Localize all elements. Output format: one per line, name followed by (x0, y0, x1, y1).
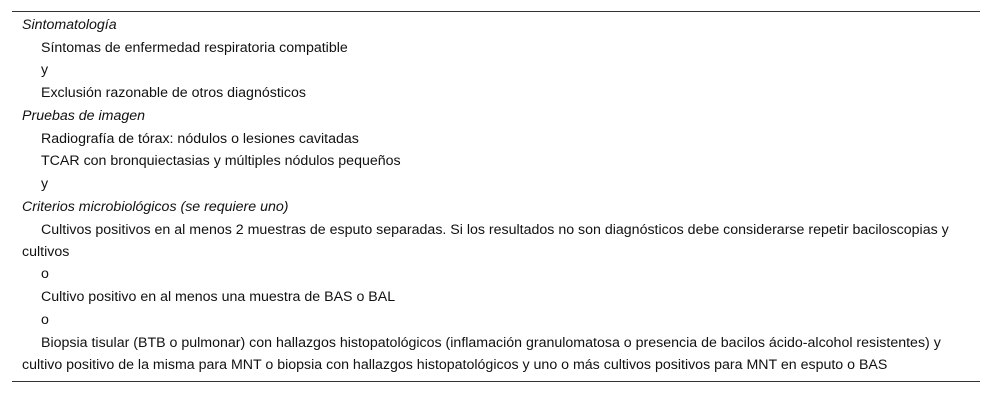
section-heading-symptoms: Sintomatología (22, 17, 117, 33)
connector-or: o (41, 266, 49, 283)
section-heading-microbiology: Criterios microbiológicos (se requiere uno) (22, 198, 289, 215)
section-heading-imaging: Pruebas de imagen (22, 107, 146, 124)
criteria-table (12, 11, 980, 382)
criterion-exclusion-other-diagnoses: Exclusión razonable de otros diagnósticos (41, 85, 306, 102)
criterion-symptoms-compatible: Síntomas de enfermedad respiratoria compatible (41, 40, 348, 56)
criterion-bas-bal-culture: Cultivo positivo en al menos una muestra de BAS o BAL (41, 289, 396, 306)
criterion-chest-radiograph: Radiografía de tórax: nódulos o lesiones cavitadas (41, 130, 359, 147)
criterion-hrct: TCAR con bronquiectasias y múltiples nódulos pequeños (41, 153, 401, 170)
criterion-sputum-cultures: Cultivos positivos en al menos 2 muestras de esputo separadas. Si los resultados no son diagnósticos debe considerarse repetir baciloscopias y cultivos (22, 221, 949, 261)
connector-and: y (41, 175, 49, 192)
connector-or: o (41, 311, 49, 328)
criterion-tissue-biopsy: Biopsia tisular (BTB o pulmonar) con hallazgos histopatológicos (inflamación granulomatosa o presencia de bacilos ácido-alcohol resistentes) y cultivo positivo de la misma para MNT o biopsia con hallazgos histopatológicos y uno o más cultivos positivos para MNT en esputo o BAS (22, 334, 941, 374)
connector-and: y (41, 62, 49, 79)
